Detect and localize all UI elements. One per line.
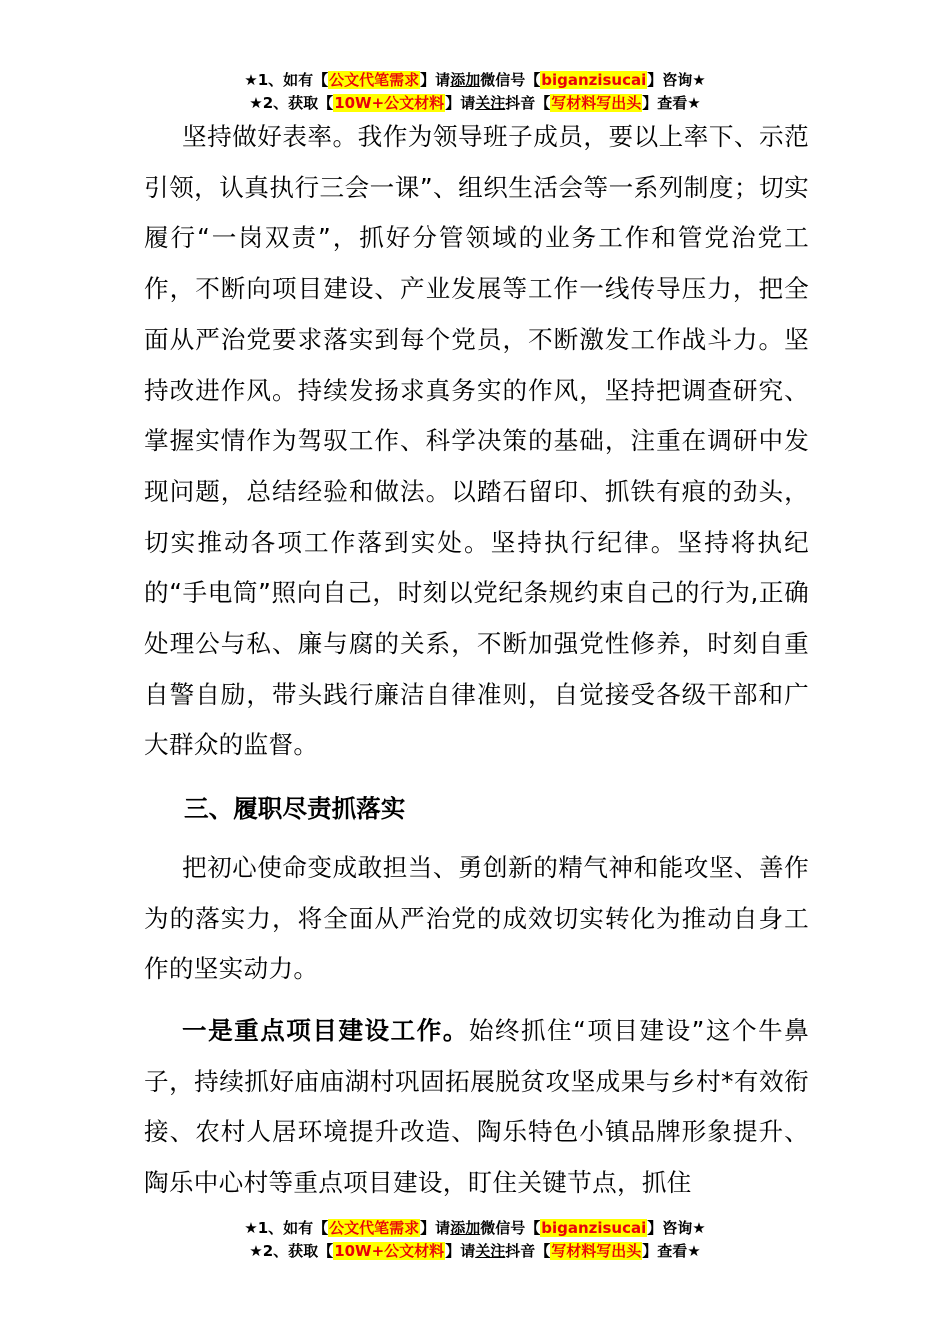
paragraph: 把初心使命变成敢担当、勇创新的精气神和能攻坚、善作为的落实力，将全面从严治党的成效切实转化为推动自身工作的坚实动力。 [144,853,809,984]
banner-text: ★1、如有【 [244,1219,329,1237]
banner-underlined: 添加 [450,71,481,89]
banner-line-2 [0,1240,950,1263]
banner-highlight: 10W+公文材料 [334,94,445,112]
header-banner [0,69,950,115]
banner-text: 】请 [420,1219,451,1237]
banner-text: 】请 [420,71,451,89]
document-body [144,112,809,771]
section-heading: 三、履职尽责抓落实 [184,794,406,823]
banner-text: 】请 [445,1242,476,1260]
paragraph-lead: 一是重点项目建设工作。 [182,1016,469,1045]
banner-highlight: 10W+公文材料 [334,1242,445,1260]
banner-text: 抖音【 [505,1242,551,1260]
banner-line-1 [0,1217,950,1240]
banner-highlight: 写材料写出头 [551,94,642,112]
banner-text: 】请 [445,94,476,112]
banner-underlined: 添加 [450,1219,481,1237]
banner-text: ★1、如有【 [244,71,329,89]
banner-text: 抖音【 [505,94,551,112]
banner-highlight: 公文代笔需求 [329,1219,420,1237]
footer-banner [0,1217,950,1263]
banner-underlined: 关注 [475,94,506,112]
document-body-3 [144,1006,809,1209]
banner-text: 】查看★ [642,1242,701,1260]
document-body-2 [144,843,809,995]
banner-text: 】咨询★ [647,1219,706,1237]
banner-text: 】查看★ [642,94,701,112]
banner-highlight: biganzisucai [541,1219,647,1237]
banner-line-1 [0,69,950,92]
banner-underlined: 关注 [475,1242,506,1260]
banner-highlight: 公文代笔需求 [329,71,420,89]
banner-text: 微信号【 [480,71,541,89]
banner-text: 微信号【 [480,1219,541,1237]
paragraph-body: 始终抓住“项目建设”这个牛鼻子，持续抓好庙庙湖村巩固拓展脱贫攻坚成果与乡村*有效衔接、农村人居环境提升改造、陶乐特色小镇品牌形象提升、陶乐中心村等重点项目建设，盯住关键节点，抓住 [144,1016,809,1198]
banner-text: ★2、获取【 [249,94,334,112]
banner-text: 】咨询★ [647,71,706,89]
banner-highlight: 写材料写出头 [551,1242,642,1260]
paragraph [144,1006,809,1209]
paragraph: 坚持做好表率。我作为领导班子成员，要以上率下、示范引领，认真执行三会一课”、组织生活会等一系列制度；切实履行“一岗双责”，抓好分管领域的业务工作和管党治党工作，不断向项目建设、产业发展等工作一线传导压力，把全面从严治党要求落实到每个党员，不断激发工作战斗力。坚持改进作风。持续发扬求真务实的作风，坚持把调查研究、掌握实情作为驾驭工作、科学决策的基础，注重在调研中发现问题，总结经验和做法。以踏石留印、抓铁有痕的劲头，切实推动各项工作落到实处。坚持执行纪律。坚持将执纪的“手电筒”照向自己，时刻以党纪条规约束自己的行为,正确处理公与私、廉与腐的关系，不断加强党性修养，时刻自重自警自励，带头践行廉洁自律准则，自觉接受各级干部和广大群众的监督。 [144,122,809,760]
banner-highlight: biganzisucai [541,71,647,89]
banner-text: ★2、获取【 [249,1242,334,1260]
